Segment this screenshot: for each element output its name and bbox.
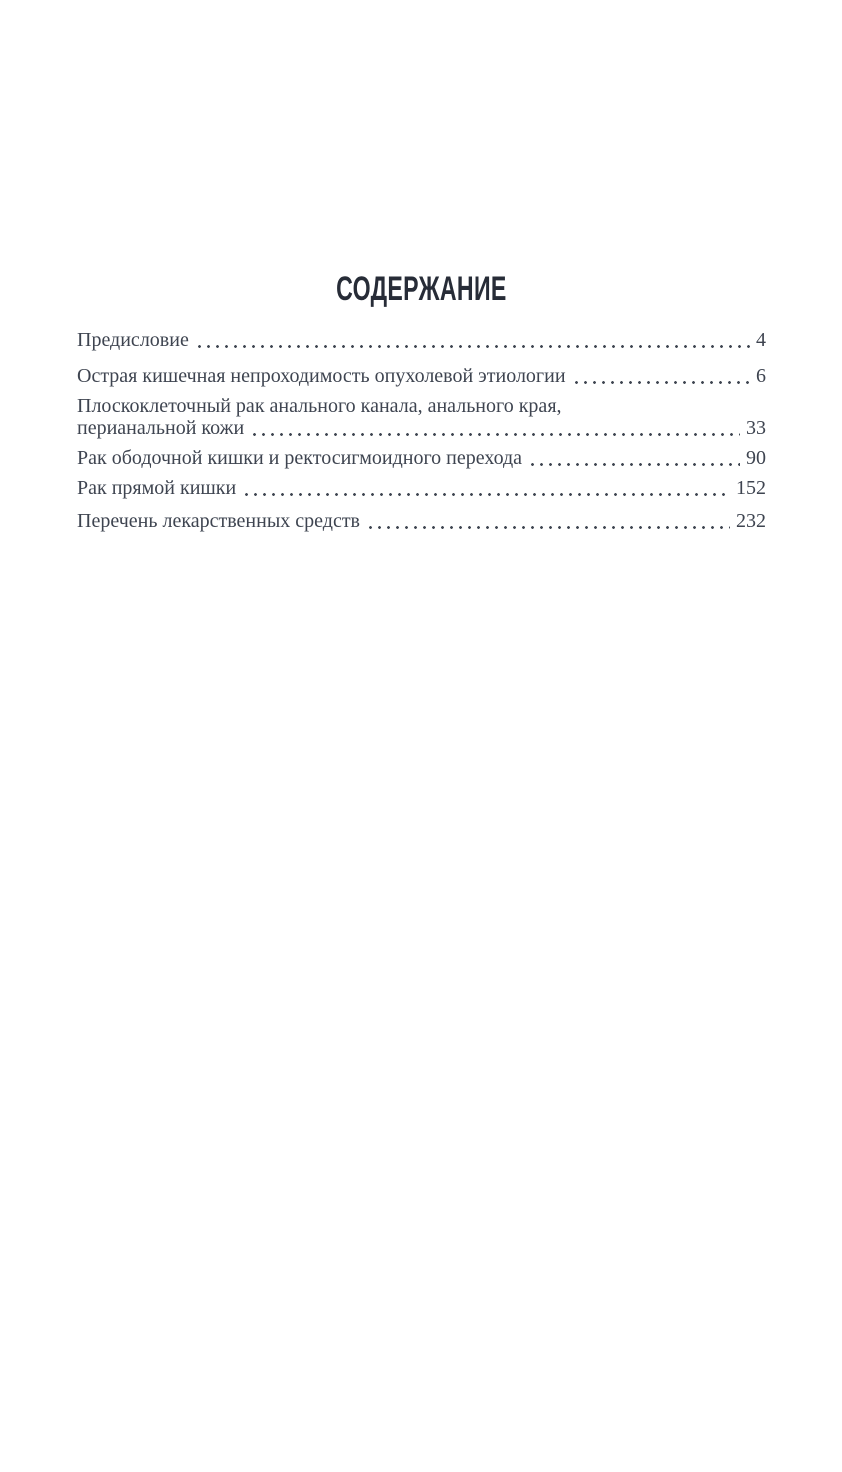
- toc-list: [77, 329, 766, 532]
- dot-leader: [528, 447, 740, 469]
- toc-entry-title-line2: перианальной кожи: [77, 417, 245, 439]
- toc-page: [0, 272, 842, 1472]
- toc-page-number: 33: [746, 417, 766, 439]
- dot-leader: [195, 329, 750, 351]
- toc-page-number: 90: [746, 447, 766, 469]
- toc-entry-title: Рак ободочной кишки и ректосигмоидного перехода: [77, 447, 523, 469]
- toc-page-number: 152: [736, 477, 766, 499]
- toc-entry-title: Острая кишечная непроходимость опухолевой этиологии: [77, 365, 566, 387]
- page-title-wrap: [77, 272, 766, 306]
- toc-page-number: 232: [736, 510, 766, 532]
- toc-entry-acute-obstruction: [77, 365, 766, 387]
- toc-entry-squamous-cell: [77, 395, 766, 439]
- dot-leader: [242, 477, 730, 499]
- toc-page-number: 6: [756, 365, 766, 387]
- toc-entry-colon-cancer: [77, 447, 766, 469]
- toc-entry-title: Рак прямой кишки: [77, 477, 237, 499]
- dot-leader: [250, 417, 740, 439]
- toc-entry-rectal-cancer: [77, 477, 766, 499]
- dot-leader: [572, 365, 750, 387]
- toc-entry-title: Предисловие: [77, 329, 189, 351]
- toc-entry-title: Перечень лекарственных средств: [77, 510, 360, 532]
- toc-entry-drug-list: [77, 510, 766, 532]
- dot-leader: [366, 510, 730, 532]
- toc-page-number: 4: [756, 329, 766, 351]
- page-title: СОДЕРЖАНИЕ: [336, 270, 507, 308]
- toc-entry-preface: [77, 329, 766, 351]
- toc-entry-title-line1: Плоскоклеточный рак анального канала, анального края,: [77, 395, 562, 417]
